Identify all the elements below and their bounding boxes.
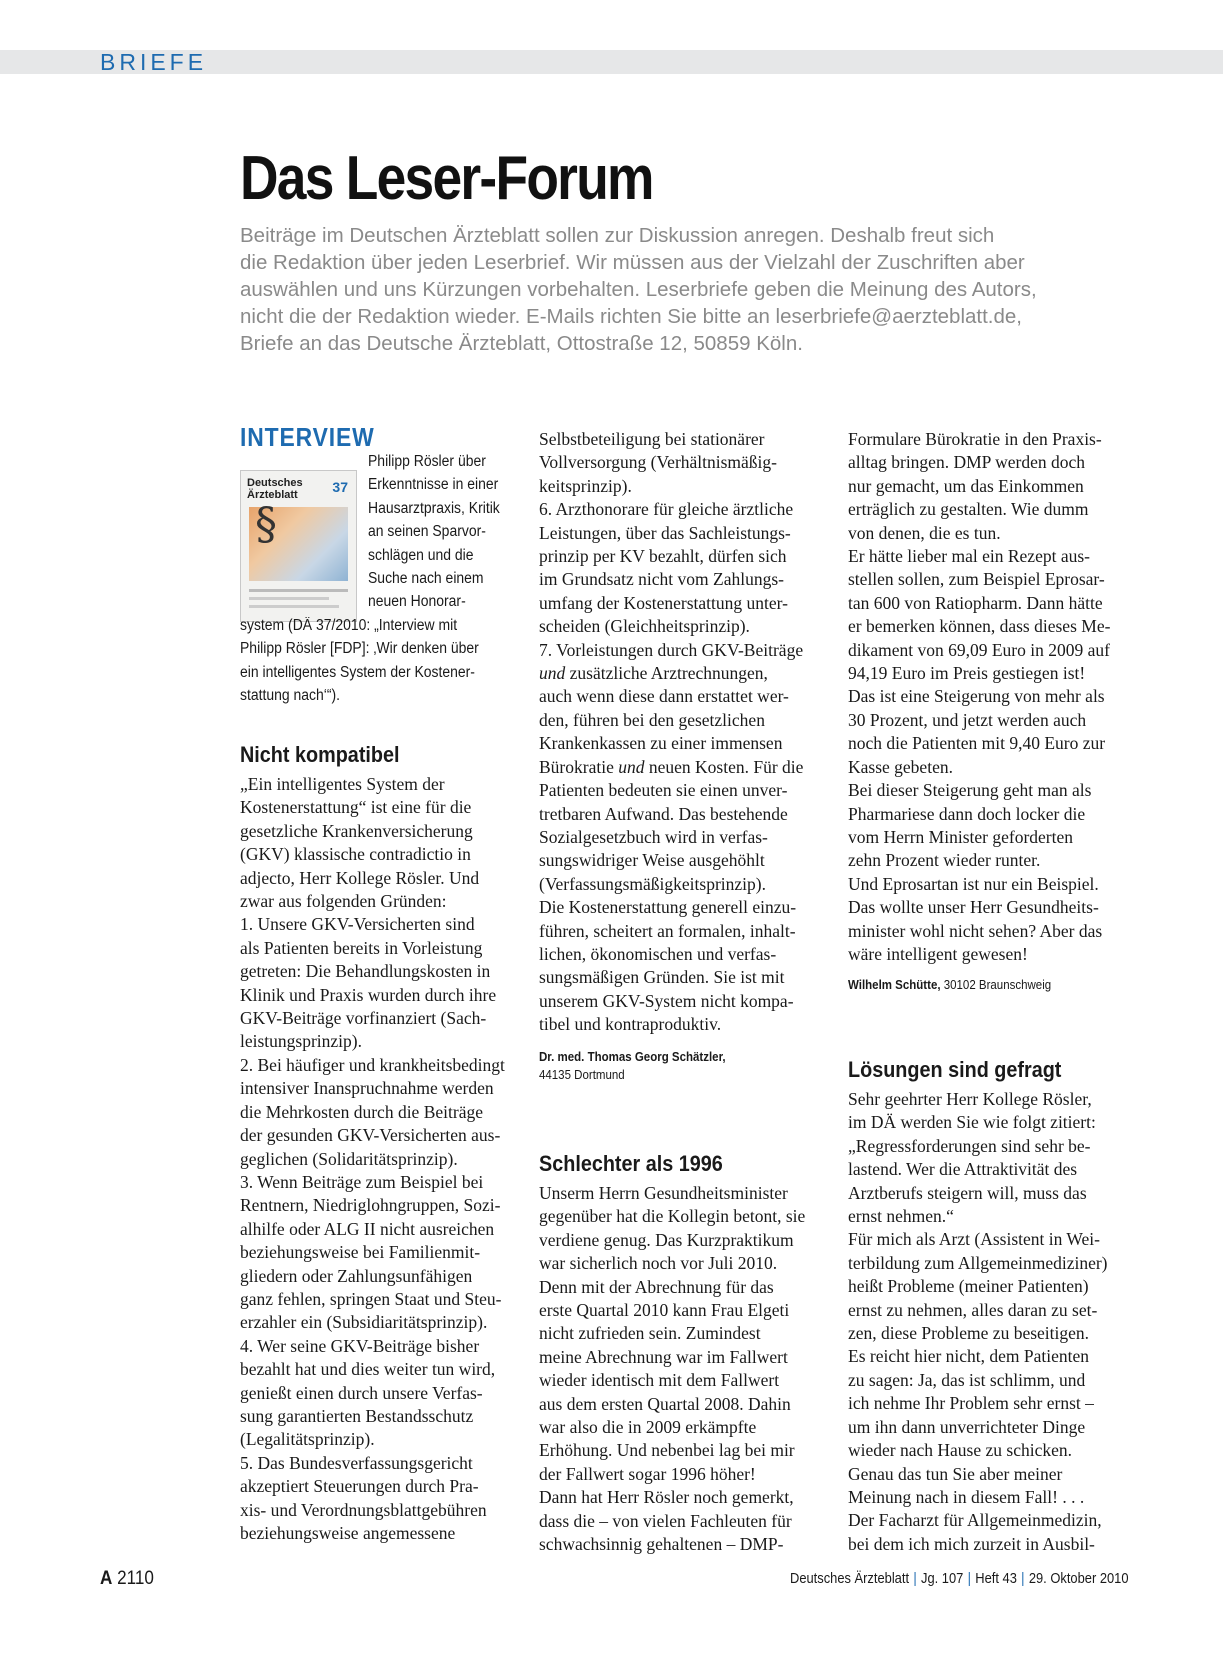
interview-teaser-top: Philipp Rösler über Erkenntnisse in einer Hausarztpraxis, Kritik an seinen Sparvor- schlägen und die Suche nach einem neuen Honorar- [368, 453, 500, 611]
letter2-signature: Wilhelm Schütte, 30102 Braunschweig [848, 978, 1052, 992]
letter1-column2: Selbstbeteiligung bei stationärer Vollversorgung (Verhältnismäßig- keitsprinzip). 6. Arzthonorare für gleiche ärztliche Leistungen, über das Sachleistungs- prinzip per KV bezahlt, dürfen sich im Grundsatz nicht vom Zahlungs- umfang der Kostenerstattung unter- scheiden (Gleichheitsprinzip). 7. Vorleistungen durch GKV-Beiträge und zusätzliche Arztrechnungen, auch wenn diese dann erstattet wer- den, führen bei den gesetzlichen Krankenkassen zu einer immensen Bürokratie und neuen Kosten. Für die Patienten bedeuten sie einen unver- tretbaren Aufwand. Das bestehende Sozialgesetzbuch wird in verfas- sungswidriger Weise ausgehöhlt (Verfassungsmäßigkeitsprinzip). Die Kostenerstattung generell einzu- führen, scheitert an formalen, inhalt- lichen, ökonomischen und verfas- sungsmäßigen Gründen. Sie ist mit unserem GKV-System nicht kompa- tibel und kontraproduktiv. [539, 429, 804, 1035]
letter-heading-nicht-kompatibel: Nicht kompatibel [240, 742, 400, 767]
section-label: BRIEFE [100, 49, 208, 75]
cover-logo: Deutsches Ärzteblatt [247, 477, 303, 501]
page-number: A 2110 [100, 1568, 154, 1589]
date: 29. Oktober 2010 [1028, 1570, 1129, 1587]
letter2-column3: Formulare Bürokratie in den Praxis- alltag bringen. DMP werden doch nur gemacht, um das Einkommen erträglich zu gestalten. Wie dumm von denen, die es tun. Er hätte lieber mal ein Rezept aus- stellen sollen, zum Beispiel Eprosar- tan 600 von Ratiopharm. Dann hätte er bemerken können, dass dieses Me- dikament von 69,09 Euro in 2009 auf 94,19 Euro im Preis gestiegen ist! Das ist eine Steigerung von mehr als 30 Prozent, und jetzt werden auch noch die Patienten mit 9,40 Euro zur Kasse gebeten. Bei dieser Steigerung geht man als Pharmariese dann doch locker die vom Herrn Minister geforderten zehn Prozent wieder runter. Und Eprosartan ist nur ein Beispiel. Das wollte unser Herr Gesundheits- minister wohl nicht sehen? Aber das wäre intelligent gewesen! [848, 429, 1111, 964]
letter-heading-schlechter-als-1996: Schlechter als 1996 [539, 1151, 723, 1176]
intro-line: Briefe an das Deutsche Ärzteblatt, Ottostraße 12, 50859 Köln. [240, 332, 803, 355]
letter-heading-loesungen-sind-gefragt: Lösungen sind gefragt [848, 1057, 1062, 1082]
interview-kicker: INTERVIEW [240, 422, 375, 452]
intro-line: nicht die der Redaktion wieder. E-Mails richten Sie bitte an leserbriefe@aerzteblatt.de, [240, 305, 1022, 328]
intro-text [240, 222, 1120, 357]
footer-citation: Deutsches Ärzteblatt | Jg. 107 | Heft 43 | 29. Oktober 2010 [790, 1570, 1129, 1587]
cover-issue-number: 37 [332, 479, 348, 495]
letter1-column1: „Ein intelligentes System der Kostenerstattung“ ist eine für die gesetzliche Krankenversicherung (GKV) klassische contradictio in adjecto, Herr Kollege Rösler. Und zwar aus folgenden Gründen: 1. Unsere GKV-Versicherten sind als Patienten bereits in Vorleistung getreten: Die Behandlungskosten in Klinik und Praxis wurden durch ihre GKV-Beiträge vorfinanziert (Sach- leistungsprinzip). 2. Bei häufiger und krankheitsbedingt intensiver Inanspruchnahme werden die Mehrkosten durch die Beiträge der gesunden GKV-Versicherten aus- geglichen (Solidaritätsprinzip). 3. Wenn Beiträge zum Beispiel bei Rentnern, Niedriglohngruppen, Sozi- alhilfe oder ALG II nicht ausreichen beziehungsweise bei Familienmit- gliedern oder Zahlungsunfähigen ganz fehlen, springen Staat und Steu- erzahler ein (Subsidiaritätsprinzip). 4. Wer seine GKV-Beiträge bisher bezahlt hat und dies weiter tun wird, genießt einen durch unsere Verfas- sung garantierten Bestandsschutz (Legalitätsprinzip). 5. Das Bundesverfassungsgericht akzeptiert Steuerungen durch Pra- xis- und Verordnungsblattgebühren beziehungsweise angemessene [240, 774, 505, 1543]
page-title: Das Leser-Forum [240, 144, 653, 213]
intro-line: die Redaktion über jeden Leserbrief. Wir müssen aus der Vielzahl der Zuschriften aber [240, 251, 1025, 274]
magazine-cover-thumbnail [240, 470, 357, 622]
letter3-column3: Sehr geehrter Herr Kollege Rösler, im DÄ werden Sie wie folgt zitiert: „Regressforderungen sind sehr be- lastend. Wer die Attraktivität des Arztberufs steigern will, muss das ernst nehmen.“ Für mich als Arzt (Assistent in Wei- terbildung zum Allgemeinmediziner) heißt Probleme (meiner Patienten) ernst zu nehmen, alles daran zu set- zen, diese Probleme zu beseitigen. Es reicht hier nicht, dem Patienten zu sagen: Ja, das ist schlimm, und ich nehme Ihr Problem sehr ernst – um ihn dann unverrichteter Dinge wieder nach Hause zu schicken. Genau das tun Sie aber meiner Meinung nach in diesem Fall! . . . Der Facharzt für Allgemeinmedizin, bei dem ich mich zurzeit in Ausbil- [848, 1089, 1108, 1554]
letter2-column2: Unserm Herrn Gesundheitsminister gegenüber hat die Kollegin betont, sie verdiene genug. Das Kurzpraktikum war sicherlich noch vor Juli 2010. Denn mit der Abrechnung für das erste Quartal 2010 kann Frau Elgeti nicht zufrieden sein. Zumindest meine Abrechnung war im Fallwert wieder identisch mit dem Fallwert aus dem ersten Quartal 2008. Dahin war also die in 2009 erkämpfte Erhöhung. Und nebenbei lag bei mir der Fallwert sogar 1996 höher! Dann hat Herr Rösler noch gemerkt, dass die – von vielen Fachleuten für schwachsinnig gehaltenen – DMP- [539, 1183, 806, 1555]
letter1-signature: Dr. med. Thomas Georg Schätzler, 44135 Dortmund [539, 1050, 726, 1082]
interview-teaser-bottom: system (DÄ 37/2010: „Interview mit Philipp Rösler [FDP]: ‚Wir denken über ein intelligentes System der Kostener- stattung nach‘“). [240, 617, 479, 705]
intro-line: Beiträge im Deutschen Ärzteblatt sollen zur Diskussion anregen. Deshalb freut sich [240, 224, 995, 247]
paragraph-icon: § [255, 499, 277, 550]
journal-name: Deutsches Ärzteblatt [790, 1570, 910, 1587]
volume: Jg. 107 [920, 1570, 964, 1587]
intro-line: auswählen und uns Kürzungen vorbehalten. Leserbriefe geben die Meinung des Autors, [240, 278, 1037, 301]
issue: Heft 43 [975, 1570, 1017, 1587]
